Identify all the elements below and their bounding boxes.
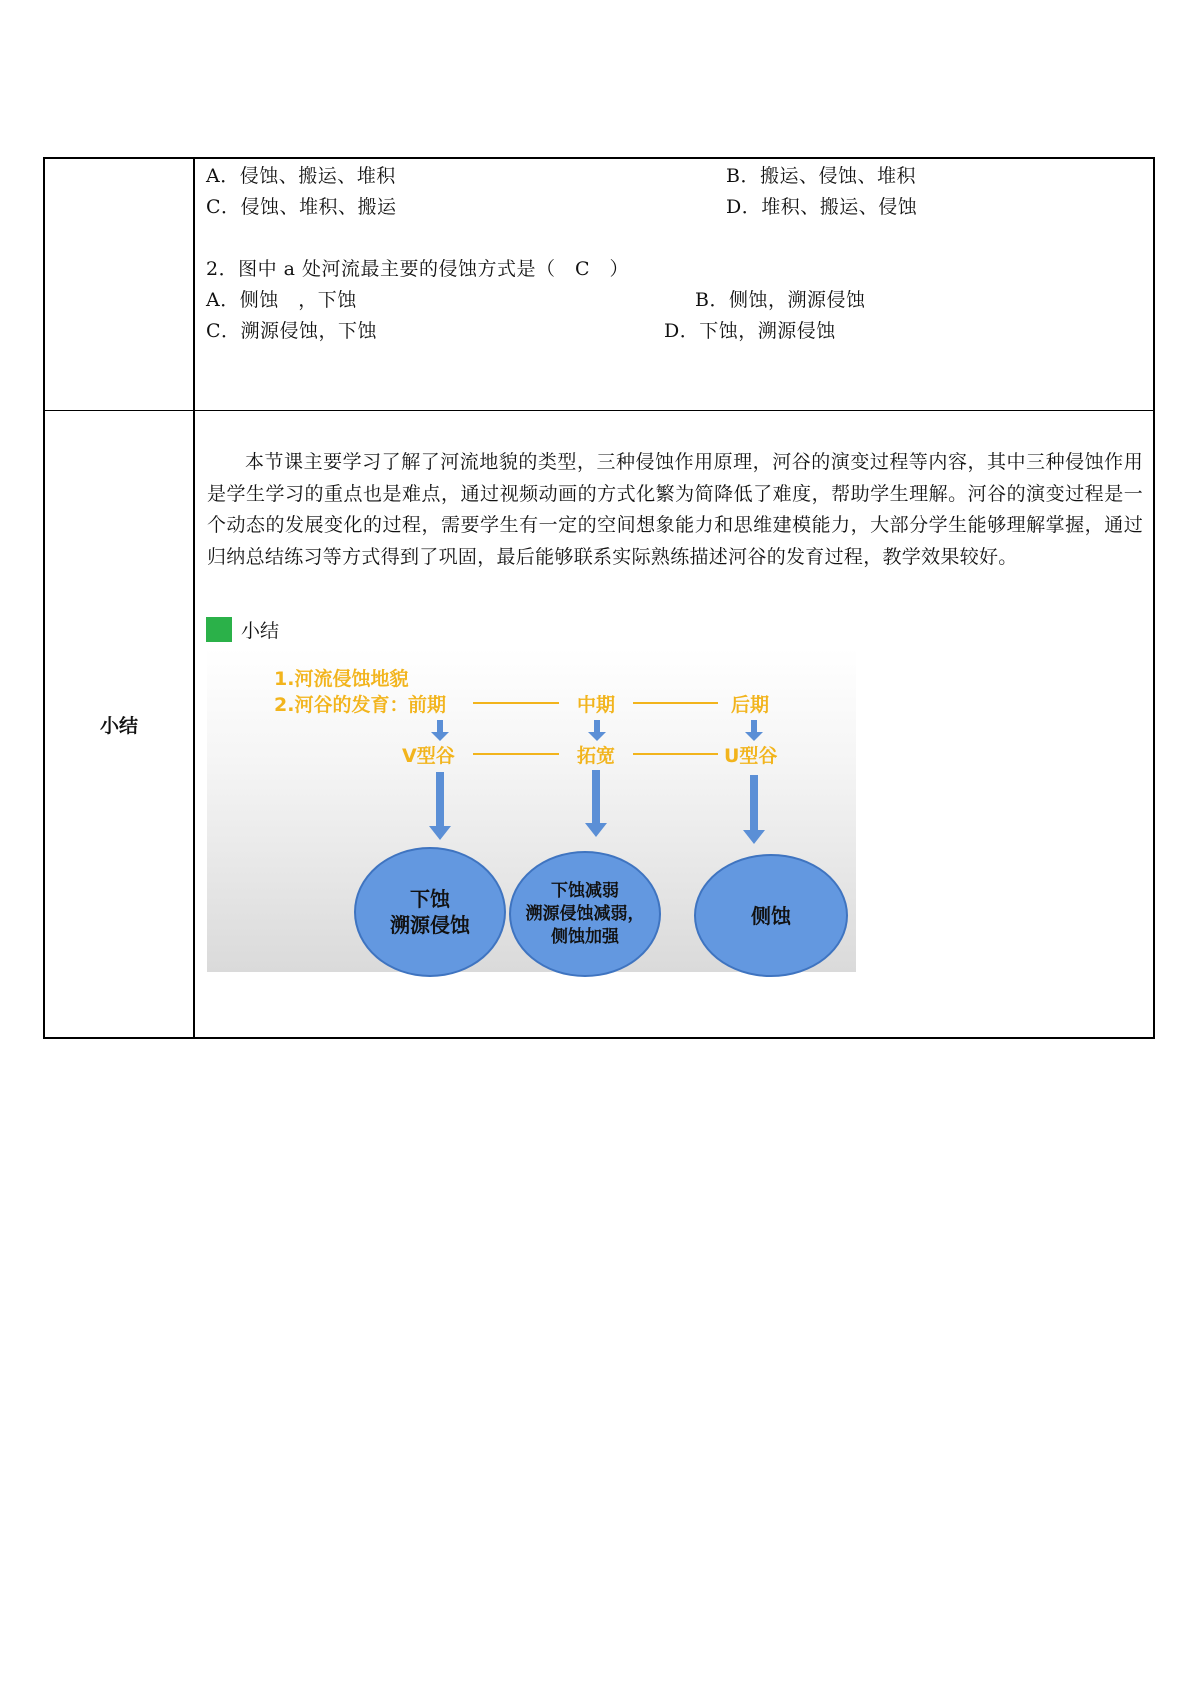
ellipse-transition — [509, 851, 661, 977]
q2-option-b: B．侧蚀，溯源侵蚀 — [695, 289, 866, 311]
green-square-icon — [206, 617, 232, 642]
q2-option-a: A．侧蚀 ，下蚀 — [206, 289, 357, 311]
valley-development-diagram — [207, 648, 856, 972]
exercise-cell — [195, 159, 1153, 410]
valley-u: U型谷 — [724, 745, 778, 767]
diagram-line2: 2.河谷的发育： — [274, 694, 409, 716]
summary-cell — [195, 411, 1153, 1037]
diagram-line1: 1.河流侵蚀地貌 — [274, 668, 409, 690]
arrow-down-icon — [745, 720, 763, 741]
ellipse-lateral — [694, 854, 848, 977]
ellipse-text: 侧蚀 — [751, 903, 791, 928]
stage-middle: 中期 — [577, 694, 616, 716]
q1-option-c: C．侵蚀、堆积、搬运 — [206, 196, 397, 218]
ellipse-text: 侧蚀加强 — [551, 926, 619, 947]
summary-paragraph: 本节课主要学习了解了河流地貌的类型，三种侵蚀作用原理，河谷的演变过程等内容，其中三种侵蚀作用是学生学习的重点也是难点，通过视频动画的方式化繁为简降低了难度，帮助学生理解。河谷的演变过程是一个动态的发展变化的过程，需要学生有一定的空间想象能力和思维建模能力，大部分学生能够理解掌握，通过归纳总结练习等方式得到了巩固，最后能够联系实际熟练描述河谷的发育过程，教学效果较好。 — [207, 451, 1143, 568]
ellipse-text: 下蚀减弱 — [551, 880, 619, 901]
arrow-down-icon — [588, 720, 606, 741]
valley-v: V型谷 — [402, 745, 455, 767]
valley-widen: 拓宽 — [577, 745, 616, 767]
ellipse-text: 下蚀 — [410, 887, 450, 911]
summary-row-label: 小结 — [99, 714, 138, 737]
ellipse-downcutting — [354, 847, 506, 977]
q1-option-b: B．搬运、侵蚀、堆积 — [726, 165, 916, 187]
q2-option-d: D．下蚀，溯源侵蚀 — [664, 320, 836, 342]
stage-late: 后期 — [731, 694, 770, 716]
q1-option-d: D．堆积、搬运、侵蚀 — [726, 196, 918, 218]
arrow-down-icon — [431, 720, 449, 741]
summary-tag — [206, 616, 279, 643]
q1-option-a: A．侵蚀、搬运、堆积 — [206, 165, 396, 187]
arrow-down-icon — [429, 772, 451, 840]
arrow-down-icon — [743, 775, 765, 844]
q2-option-c: C．溯源侵蚀，下蚀 — [206, 320, 378, 342]
arrow-down-icon — [585, 770, 607, 837]
q2-stem: 2．图中 a 处河流最主要的侵蚀方式是（ C ） — [206, 258, 630, 280]
summary-tag-label: 小结 — [241, 620, 280, 642]
ellipse-text: 溯源侵蚀 — [390, 913, 470, 937]
ellipse-text: 溯源侵蚀减弱， — [525, 903, 645, 924]
lesson-table — [43, 157, 1155, 1039]
stage-early: 前期 — [408, 694, 447, 716]
